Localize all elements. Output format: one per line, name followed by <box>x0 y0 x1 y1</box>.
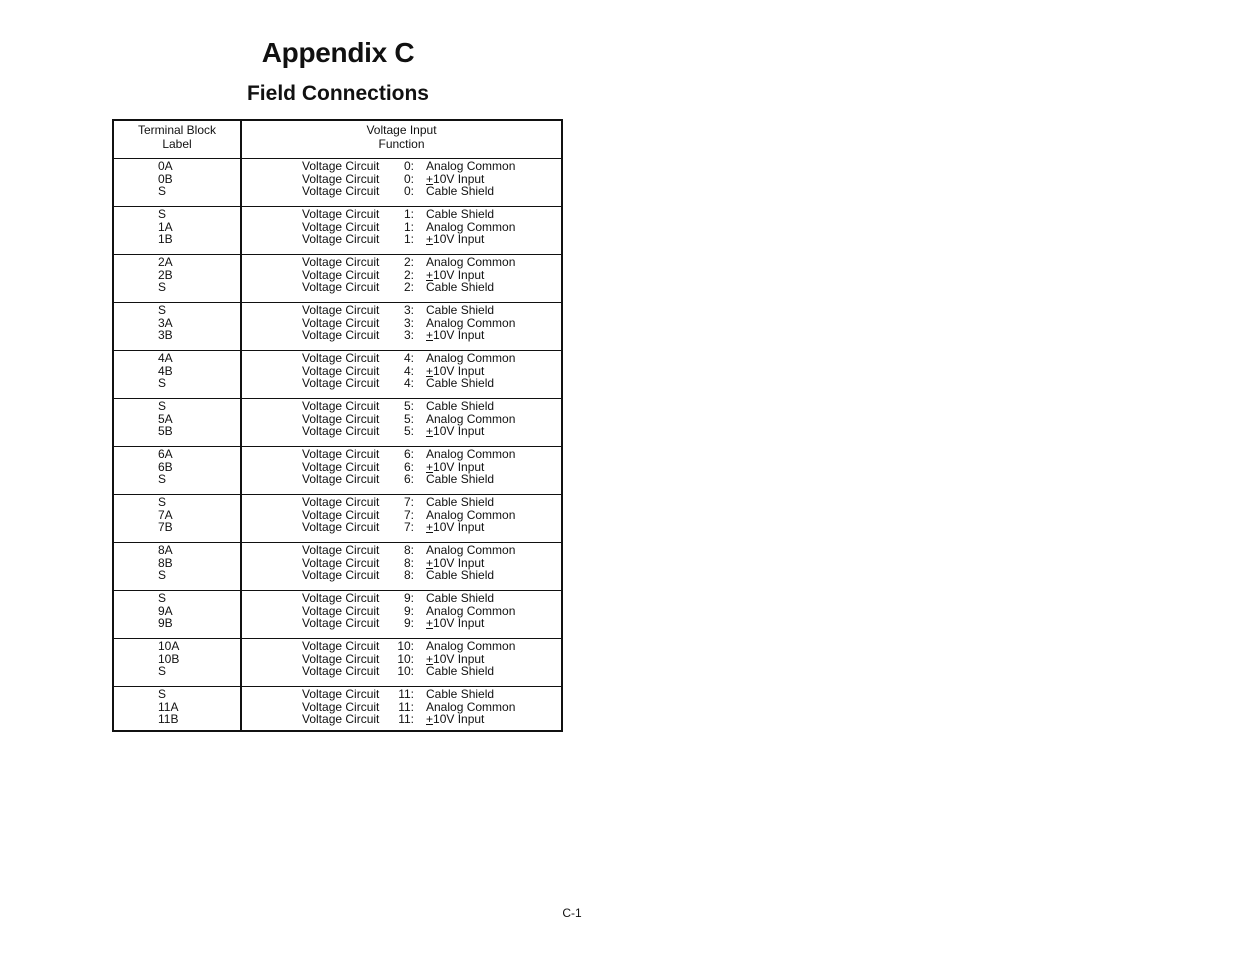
circuit-number: 3: <box>403 328 414 342</box>
circuit-number: 1: <box>403 219 414 234</box>
terminal-label: 1A <box>158 219 173 234</box>
circuit-name: Voltage Circuit <box>302 280 380 294</box>
page-title: Appendix C <box>261 37 415 68</box>
circuit-name: Voltage Circuit <box>302 171 380 186</box>
table-row <box>114 206 561 255</box>
voltage-functions <box>302 160 515 198</box>
signal-name: Analog Common <box>426 159 516 173</box>
circuit-name: Voltage Circuit <box>302 555 380 570</box>
function-line <box>302 329 515 342</box>
terminal-labels <box>158 592 173 630</box>
terminal-labels <box>158 688 178 726</box>
voltage-functions <box>302 448 515 486</box>
circuit-name: Voltage Circuit <box>302 219 380 234</box>
signal-name: Cable Shield <box>426 303 495 317</box>
circuit-name: Voltage Circuit <box>302 424 380 438</box>
function-line <box>302 400 515 413</box>
signal-name: Analog Common <box>426 603 516 618</box>
signal-name: Cable Shield <box>426 184 495 198</box>
signal-name: Analog Common <box>426 255 516 269</box>
function-line <box>302 233 515 246</box>
signal-name: Cable Shield <box>426 687 495 701</box>
circuit-number: 4: <box>403 351 414 365</box>
function-line <box>302 377 515 390</box>
circuit-name: Voltage Circuit <box>302 543 380 557</box>
header-col2-line2: Function <box>378 137 425 151</box>
function-line <box>302 352 515 365</box>
voltage-functions <box>302 208 515 246</box>
terminal-label: 5B <box>158 424 173 438</box>
terminal-labels <box>158 208 173 246</box>
signal-name: +10V Input <box>426 651 485 666</box>
circuit-name: Voltage Circuit <box>302 303 380 317</box>
circuit-name: Voltage Circuit <box>302 207 380 221</box>
terminal-label: S <box>158 568 167 582</box>
terminal-label: 6A <box>158 447 173 461</box>
header-terminal-block-label <box>114 123 240 151</box>
function-line <box>302 208 515 221</box>
circuit-name: Voltage Circuit <box>302 184 380 198</box>
terminal-label: S <box>158 280 167 294</box>
signal-name: +10V Input <box>426 267 485 282</box>
circuit-number: 11: <box>398 712 414 726</box>
voltage-functions <box>302 304 515 342</box>
function-line <box>302 640 515 653</box>
header-col2-line1: Voltage Input <box>366 123 437 137</box>
terminal-label: 6B <box>158 459 173 474</box>
terminal-label: S <box>158 303 167 317</box>
table-row <box>114 158 561 207</box>
section-title: Field Connections <box>246 82 429 105</box>
table-row <box>114 686 561 734</box>
voltage-functions <box>302 688 515 726</box>
circuit-name: Voltage Circuit <box>302 616 380 630</box>
circuit-number: 11: <box>398 687 414 701</box>
signal-name: Analog Common <box>426 699 516 714</box>
signal-name: Cable Shield <box>426 280 495 294</box>
circuit-number: 11: <box>398 699 414 714</box>
terminal-label: 2A <box>158 255 173 269</box>
signal-name: Analog Common <box>426 507 516 522</box>
circuit-name: Voltage Circuit <box>302 159 380 173</box>
function-line <box>302 569 515 582</box>
circuit-name: Voltage Circuit <box>302 255 380 269</box>
voltage-functions <box>302 352 515 390</box>
circuit-name: Voltage Circuit <box>302 639 380 653</box>
terminal-label: S <box>158 472 167 486</box>
header-col1-line2: Label <box>162 137 192 151</box>
circuit-name: Voltage Circuit <box>302 459 380 474</box>
signal-name: Cable Shield <box>426 376 495 390</box>
circuit-name: Voltage Circuit <box>302 712 380 726</box>
terminal-label: 10B <box>158 651 180 666</box>
terminal-label: 1B <box>158 232 173 246</box>
circuit-number: 0: <box>403 171 414 186</box>
circuit-name: Voltage Circuit <box>302 328 380 342</box>
signal-name: +10V Input <box>426 363 485 378</box>
terminal-label: 2B <box>158 267 173 282</box>
circuit-number: 2: <box>403 280 414 294</box>
signal-name: +10V Input <box>426 712 485 726</box>
terminal-label: S <box>158 687 167 701</box>
circuit-number: 7: <box>403 507 414 522</box>
circuit-name: Voltage Circuit <box>302 699 380 714</box>
function-line <box>302 256 515 269</box>
terminal-label: 9B <box>158 616 173 630</box>
circuit-name: Voltage Circuit <box>302 267 380 282</box>
signal-name: +10V Input <box>426 232 485 246</box>
voltage-functions <box>302 496 515 534</box>
terminal-label: S <box>158 399 167 413</box>
terminal-label: 11B <box>158 712 179 726</box>
circuit-number: 5: <box>403 424 414 438</box>
signal-name: Analog Common <box>426 447 516 461</box>
terminal-labels <box>158 448 173 486</box>
function-line <box>302 448 515 461</box>
terminal-label: 3B <box>158 328 173 342</box>
function-line <box>302 688 515 701</box>
circuit-name: Voltage Circuit <box>302 399 380 413</box>
terminal-label: 8B <box>158 555 173 570</box>
circuit-name: Voltage Circuit <box>302 232 380 246</box>
table-header <box>114 121 561 159</box>
signal-name: Cable Shield <box>426 472 495 486</box>
terminal-label: 9A <box>158 603 173 618</box>
terminal-labels <box>158 496 173 534</box>
circuit-number: 0: <box>403 159 414 173</box>
circuit-name: Voltage Circuit <box>302 507 380 522</box>
circuit-number: 6: <box>403 447 414 461</box>
circuit-number: 0: <box>403 184 414 198</box>
terminal-label: 4A <box>158 351 173 365</box>
circuit-name: Voltage Circuit <box>302 363 380 378</box>
table-row <box>114 446 561 495</box>
circuit-name: Voltage Circuit <box>302 495 380 509</box>
signal-name: +10V Input <box>426 424 485 438</box>
circuit-number: 4: <box>403 376 414 390</box>
function-line <box>302 617 515 630</box>
function-line <box>302 304 515 317</box>
terminal-label: 0B <box>158 171 173 186</box>
terminal-label: S <box>158 591 167 605</box>
circuit-number: 10: <box>397 639 414 653</box>
table-row <box>114 398 561 447</box>
terminal-label: S <box>158 376 167 390</box>
voltage-functions <box>302 256 515 294</box>
signal-name: +10V Input <box>426 616 485 630</box>
circuit-number: 7: <box>403 520 414 534</box>
circuit-name: Voltage Circuit <box>302 687 380 701</box>
signal-name: Analog Common <box>426 411 516 426</box>
signal-name: Cable Shield <box>426 568 495 582</box>
signal-name: Analog Common <box>426 315 516 330</box>
circuit-number: 6: <box>403 459 414 474</box>
voltage-functions <box>302 400 515 438</box>
table-row <box>114 542 561 591</box>
circuit-name: Voltage Circuit <box>302 447 380 461</box>
circuit-number: 1: <box>403 232 414 246</box>
signal-name: Analog Common <box>426 219 516 234</box>
terminal-label: S <box>158 184 167 198</box>
signal-name: Cable Shield <box>426 207 495 221</box>
circuit-number: 10: <box>397 664 414 678</box>
terminal-label: 8A <box>158 543 173 557</box>
function-line <box>302 425 515 438</box>
terminal-labels <box>158 304 173 342</box>
signal-name: Analog Common <box>426 543 516 557</box>
terminal-label: S <box>158 664 167 678</box>
signal-name: +10V Input <box>426 520 485 534</box>
circuit-number: 3: <box>403 303 414 317</box>
signal-name: Analog Common <box>426 351 516 365</box>
circuit-number: 2: <box>403 255 414 269</box>
signal-name: Cable Shield <box>426 399 495 413</box>
function-line <box>302 713 515 726</box>
terminal-label: 0A <box>158 159 173 173</box>
circuit-number: 1: <box>403 207 414 221</box>
circuit-number: 6: <box>403 472 414 486</box>
circuit-number: 9: <box>403 616 414 630</box>
signal-name: +10V Input <box>426 171 485 186</box>
function-line <box>302 665 515 678</box>
circuit-name: Voltage Circuit <box>302 651 380 666</box>
table-row <box>114 350 561 399</box>
table-row <box>114 638 561 687</box>
circuit-number: 9: <box>403 603 414 618</box>
terminal-label: 11A <box>158 699 179 714</box>
circuit-name: Voltage Circuit <box>302 568 380 582</box>
signal-name: +10V Input <box>426 459 485 474</box>
signal-name: +10V Input <box>426 328 485 342</box>
circuit-number: 5: <box>403 411 414 426</box>
circuit-name: Voltage Circuit <box>302 520 380 534</box>
function-line <box>302 185 515 198</box>
page-number: C-1 <box>562 906 582 920</box>
terminal-labels <box>158 400 173 438</box>
terminal-label: S <box>158 495 167 509</box>
terminal-label: 7B <box>158 520 173 534</box>
circuit-name: Voltage Circuit <box>302 591 380 605</box>
circuit-number: 9: <box>403 591 414 605</box>
terminal-label: 3A <box>158 315 173 330</box>
circuit-name: Voltage Circuit <box>302 376 380 390</box>
circuit-number: 7: <box>403 495 414 509</box>
table-row <box>114 494 561 543</box>
terminal-label: 4B <box>158 363 173 378</box>
field-connections-table <box>112 119 563 732</box>
circuit-name: Voltage Circuit <box>302 411 380 426</box>
terminal-labels <box>158 256 173 294</box>
function-line <box>302 592 515 605</box>
circuit-number: 2: <box>403 267 414 282</box>
table-row <box>114 254 561 303</box>
circuit-number: 5: <box>403 399 414 413</box>
function-line <box>302 160 515 173</box>
circuit-name: Voltage Circuit <box>302 472 380 486</box>
circuit-name: Voltage Circuit <box>302 315 380 330</box>
terminal-label: S <box>158 207 167 221</box>
signal-name: +10V Input <box>426 555 485 570</box>
circuit-number: 8: <box>403 568 414 582</box>
function-line <box>302 496 515 509</box>
table-row <box>114 302 561 351</box>
header-voltage-input-function <box>242 123 561 151</box>
circuit-number: 8: <box>403 543 414 557</box>
voltage-functions <box>302 544 515 582</box>
signal-name: Analog Common <box>426 639 516 653</box>
function-line <box>302 281 515 294</box>
terminal-label: 7A <box>158 507 173 522</box>
signal-name: Cable Shield <box>426 591 495 605</box>
circuit-number: 4: <box>403 363 414 378</box>
terminal-labels <box>158 640 179 678</box>
signal-name: Cable Shield <box>426 664 495 678</box>
terminal-labels <box>158 544 173 582</box>
voltage-functions <box>302 592 515 630</box>
table-row <box>114 590 561 639</box>
circuit-name: Voltage Circuit <box>302 603 380 618</box>
terminal-label: 5A <box>158 411 173 426</box>
function-line <box>302 521 515 534</box>
circuit-number: 8: <box>403 555 414 570</box>
terminal-labels <box>158 160 173 198</box>
header-col1-line1: Terminal Block <box>137 123 217 137</box>
signal-name: Cable Shield <box>426 495 495 509</box>
terminal-label: 10A <box>158 639 180 653</box>
terminal-labels <box>158 352 173 390</box>
circuit-name: Voltage Circuit <box>302 664 380 678</box>
function-line <box>302 473 515 486</box>
voltage-functions <box>302 640 515 678</box>
function-line <box>302 544 515 557</box>
circuit-name: Voltage Circuit <box>302 351 380 365</box>
circuit-number: 10: <box>397 651 414 666</box>
circuit-number: 3: <box>403 315 414 330</box>
